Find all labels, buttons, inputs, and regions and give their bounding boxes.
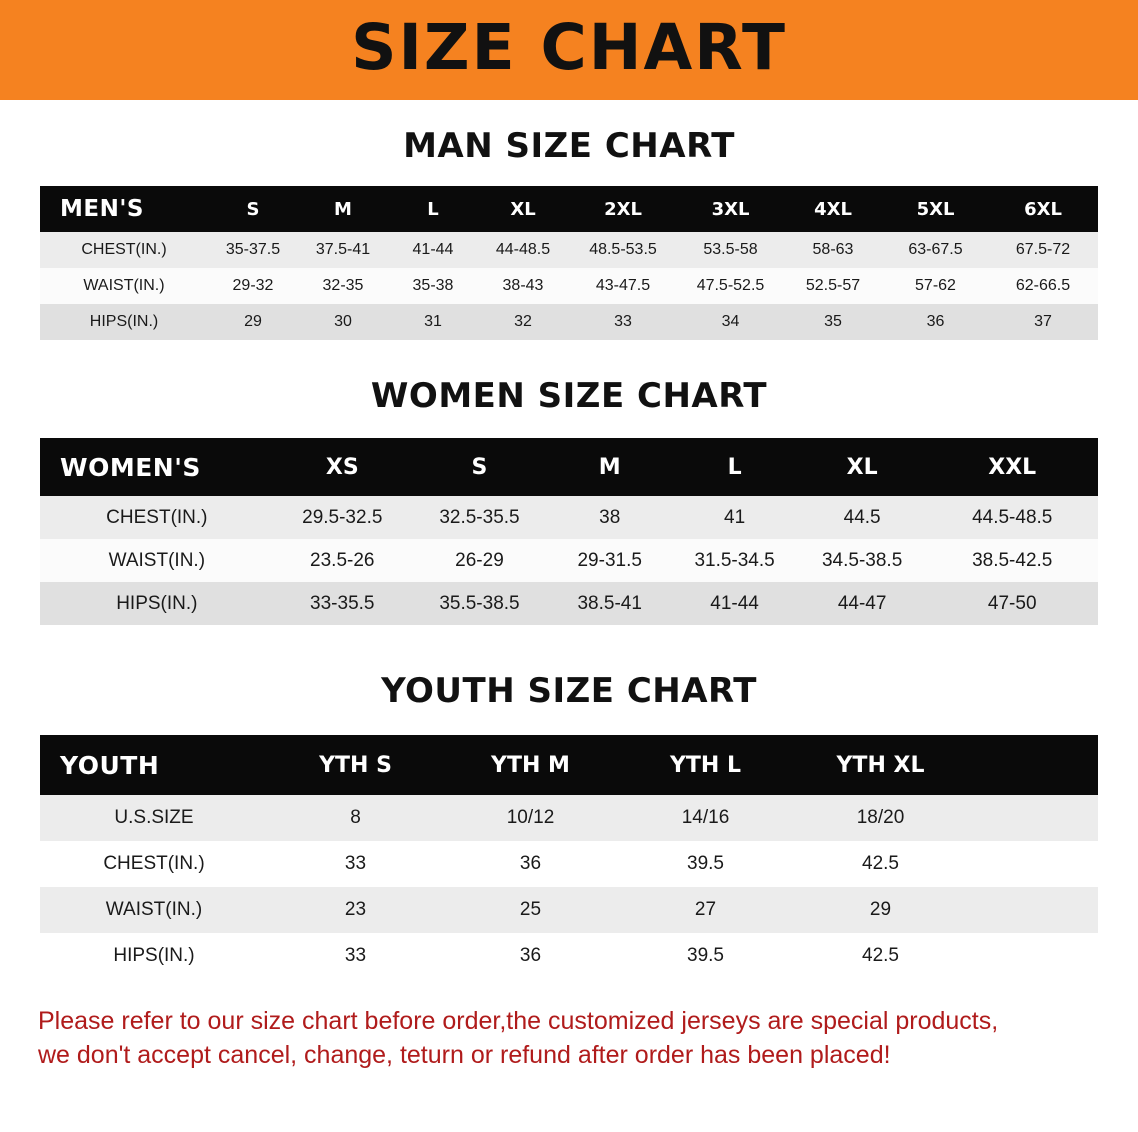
man-col-header: S: [246, 198, 260, 220]
youth-cell: 33: [344, 945, 367, 966]
man-cell: 47.5-52.5: [696, 277, 765, 294]
youth-cell: 23: [344, 899, 367, 920]
youth-cell: 42.5: [862, 945, 899, 966]
women-col-header: XS: [325, 454, 359, 480]
women-cell: 41-44: [710, 592, 759, 614]
table-row: [40, 268, 1098, 304]
youth-cell: 36: [519, 853, 542, 874]
man-cell: 29: [244, 313, 262, 330]
youth-cell: 29: [869, 899, 892, 920]
women-cell: 23.5-26: [310, 549, 375, 571]
man-cell: 38-43: [502, 277, 544, 294]
youth-cell: 18/20: [856, 807, 905, 828]
women-col-header: XXL: [988, 454, 1037, 480]
youth-col-header: YTH XL: [836, 752, 925, 778]
man-cell: 35-38: [412, 277, 454, 294]
man-col-header: L: [427, 198, 439, 220]
man-section-heading: MAN SIZE CHART: [403, 126, 735, 166]
man-cell: 31: [424, 313, 442, 330]
man-col-header: 6XL: [1024, 198, 1062, 220]
women-cell: 44.5: [843, 506, 881, 528]
table-row: [40, 232, 1098, 268]
youth-cell-filler: [968, 933, 1098, 979]
table-row: [40, 795, 1098, 841]
man-cell: 37.5-41: [315, 241, 371, 258]
table-row: [40, 933, 1098, 979]
women-row-label: CHEST(IN.): [106, 506, 208, 528]
man-cell: 52.5-57: [805, 277, 861, 294]
man-cell: 62-66.5: [1015, 277, 1071, 294]
man-row-label: CHEST(IN.): [81, 241, 167, 258]
women-table-wrap: [40, 438, 1098, 625]
women-col-header: S: [471, 454, 488, 480]
policy-note: [38, 1005, 1100, 1073]
women-cell: 44-47: [837, 592, 887, 614]
women-cell: 34.5-38.5: [821, 549, 903, 571]
youth-col-header: YTH S: [319, 752, 392, 778]
man-cell: 37: [1034, 313, 1052, 330]
women-cell: 29-31.5: [577, 549, 642, 571]
women-cell: 29.5-32.5: [302, 506, 383, 528]
youth-row-label: WAIST(IN.): [105, 899, 203, 920]
man-cell: 57-62: [915, 277, 956, 294]
policy-note-line2: we don't accept cancel, change, teturn or refund after order has been placed!: [38, 1040, 891, 1069]
table-row: [40, 496, 1098, 539]
women-cell: 44.5-48.5: [972, 506, 1053, 528]
man-cell: 43-47.5: [595, 277, 651, 294]
table-row: [40, 582, 1098, 625]
table-row: [40, 304, 1098, 340]
women-col-header: M: [598, 454, 621, 480]
youth-cell: 25: [519, 899, 542, 920]
women-cell: 26-29: [455, 549, 504, 571]
man-cell: 30: [334, 313, 352, 330]
youth-cell: 42.5: [862, 853, 899, 874]
women-corner-label: WOMEN'S: [60, 452, 201, 482]
youth-section-heading: YOUTH SIZE CHART: [381, 671, 757, 711]
women-row-label: WAIST(IN.): [108, 549, 206, 571]
women-size-table: [40, 438, 1098, 625]
women-col-header: XL: [846, 454, 878, 480]
man-col-header: 3XL: [711, 198, 750, 220]
youth-cell-filler: [968, 887, 1098, 933]
man-col-header: XL: [510, 198, 536, 220]
women-section-heading: WOMEN SIZE CHART: [370, 376, 768, 416]
youth-cell: 10/12: [506, 807, 555, 828]
women-cell: 38.5-42.5: [972, 549, 1053, 571]
youth-cell: 27: [694, 899, 717, 920]
youth-row-label: U.S.SIZE: [114, 807, 194, 828]
man-cell: 32-35: [322, 277, 364, 294]
man-cell: 36: [926, 313, 945, 330]
youth-cell: 8: [350, 807, 361, 828]
man-cell: 63-67.5: [908, 241, 963, 258]
table-row: [40, 539, 1098, 582]
man-cell: 58-63: [812, 241, 854, 258]
man-col-header: 4XL: [814, 198, 852, 220]
man-row-label: HIPS(IN.): [89, 313, 159, 330]
youth-row-label: HIPS(IN.): [113, 945, 195, 966]
women-cell: 31.5-34.5: [694, 549, 775, 571]
youth-corner-label: YOUTH: [60, 750, 160, 780]
man-cell: 67.5-72: [1015, 241, 1071, 258]
banner: [0, 0, 1138, 100]
man-cell: 35-37.5: [225, 241, 281, 258]
page-title: SIZE CHART: [351, 10, 787, 84]
women-cell: 35.5-38.5: [439, 592, 520, 614]
women-cell: 47-50: [987, 592, 1037, 614]
man-cell: 29-32: [232, 277, 274, 294]
youth-cell: 36: [519, 945, 542, 966]
man-cell: 44-48.5: [495, 241, 551, 258]
women-col-header: L: [727, 454, 742, 480]
man-col-header: 5XL: [916, 198, 955, 220]
youth-col-header: YTH M: [491, 752, 570, 778]
women-cell: 32.5-35.5: [439, 506, 520, 528]
youth-header-filler: [968, 735, 1098, 795]
man-row-label: WAIST(IN.): [83, 277, 165, 294]
youth-cell: 33: [344, 853, 367, 874]
youth-cell: 39.5: [687, 945, 724, 966]
table-header-row: [40, 438, 1098, 496]
youth-col-header: YTH L: [669, 752, 742, 778]
youth-cell: 39.5: [687, 853, 724, 874]
women-cell: 33-35.5: [310, 592, 375, 614]
women-row-label: HIPS(IN.): [116, 592, 198, 614]
man-cell: 32: [514, 313, 532, 330]
women-cell: 38.5-41: [577, 592, 642, 614]
man-size-table: [40, 186, 1098, 340]
man-corner-label: MEN'S: [60, 196, 144, 222]
youth-cell: 14/16: [681, 807, 730, 828]
policy-note-line1: Please refer to our size chart before order,the customized jerseys are special products,: [38, 1007, 999, 1035]
man-col-header: M: [334, 198, 352, 220]
youth-table-wrap: [40, 735, 1098, 979]
youth-cell-filler: [968, 795, 1098, 841]
man-cell: 53.5-58: [703, 241, 758, 258]
women-cell: 38: [599, 506, 621, 528]
women-cell: 41: [724, 506, 746, 528]
man-cell: 34: [721, 313, 740, 330]
table-row: [40, 841, 1098, 887]
man-cell: 48.5-53.5: [589, 241, 657, 258]
table-header-row: [40, 735, 1098, 795]
man-cell: 35: [824, 313, 842, 330]
table-row: [40, 887, 1098, 933]
man-cell: 33: [614, 313, 632, 330]
youth-size-table: [40, 735, 1098, 979]
youth-cell-filler: [968, 841, 1098, 887]
table-header-row: [40, 186, 1098, 232]
youth-row-label: CHEST(IN.): [103, 853, 205, 874]
man-col-header: 2XL: [604, 198, 642, 220]
man-cell: 41-44: [412, 241, 454, 258]
man-table-wrap: [40, 186, 1098, 340]
